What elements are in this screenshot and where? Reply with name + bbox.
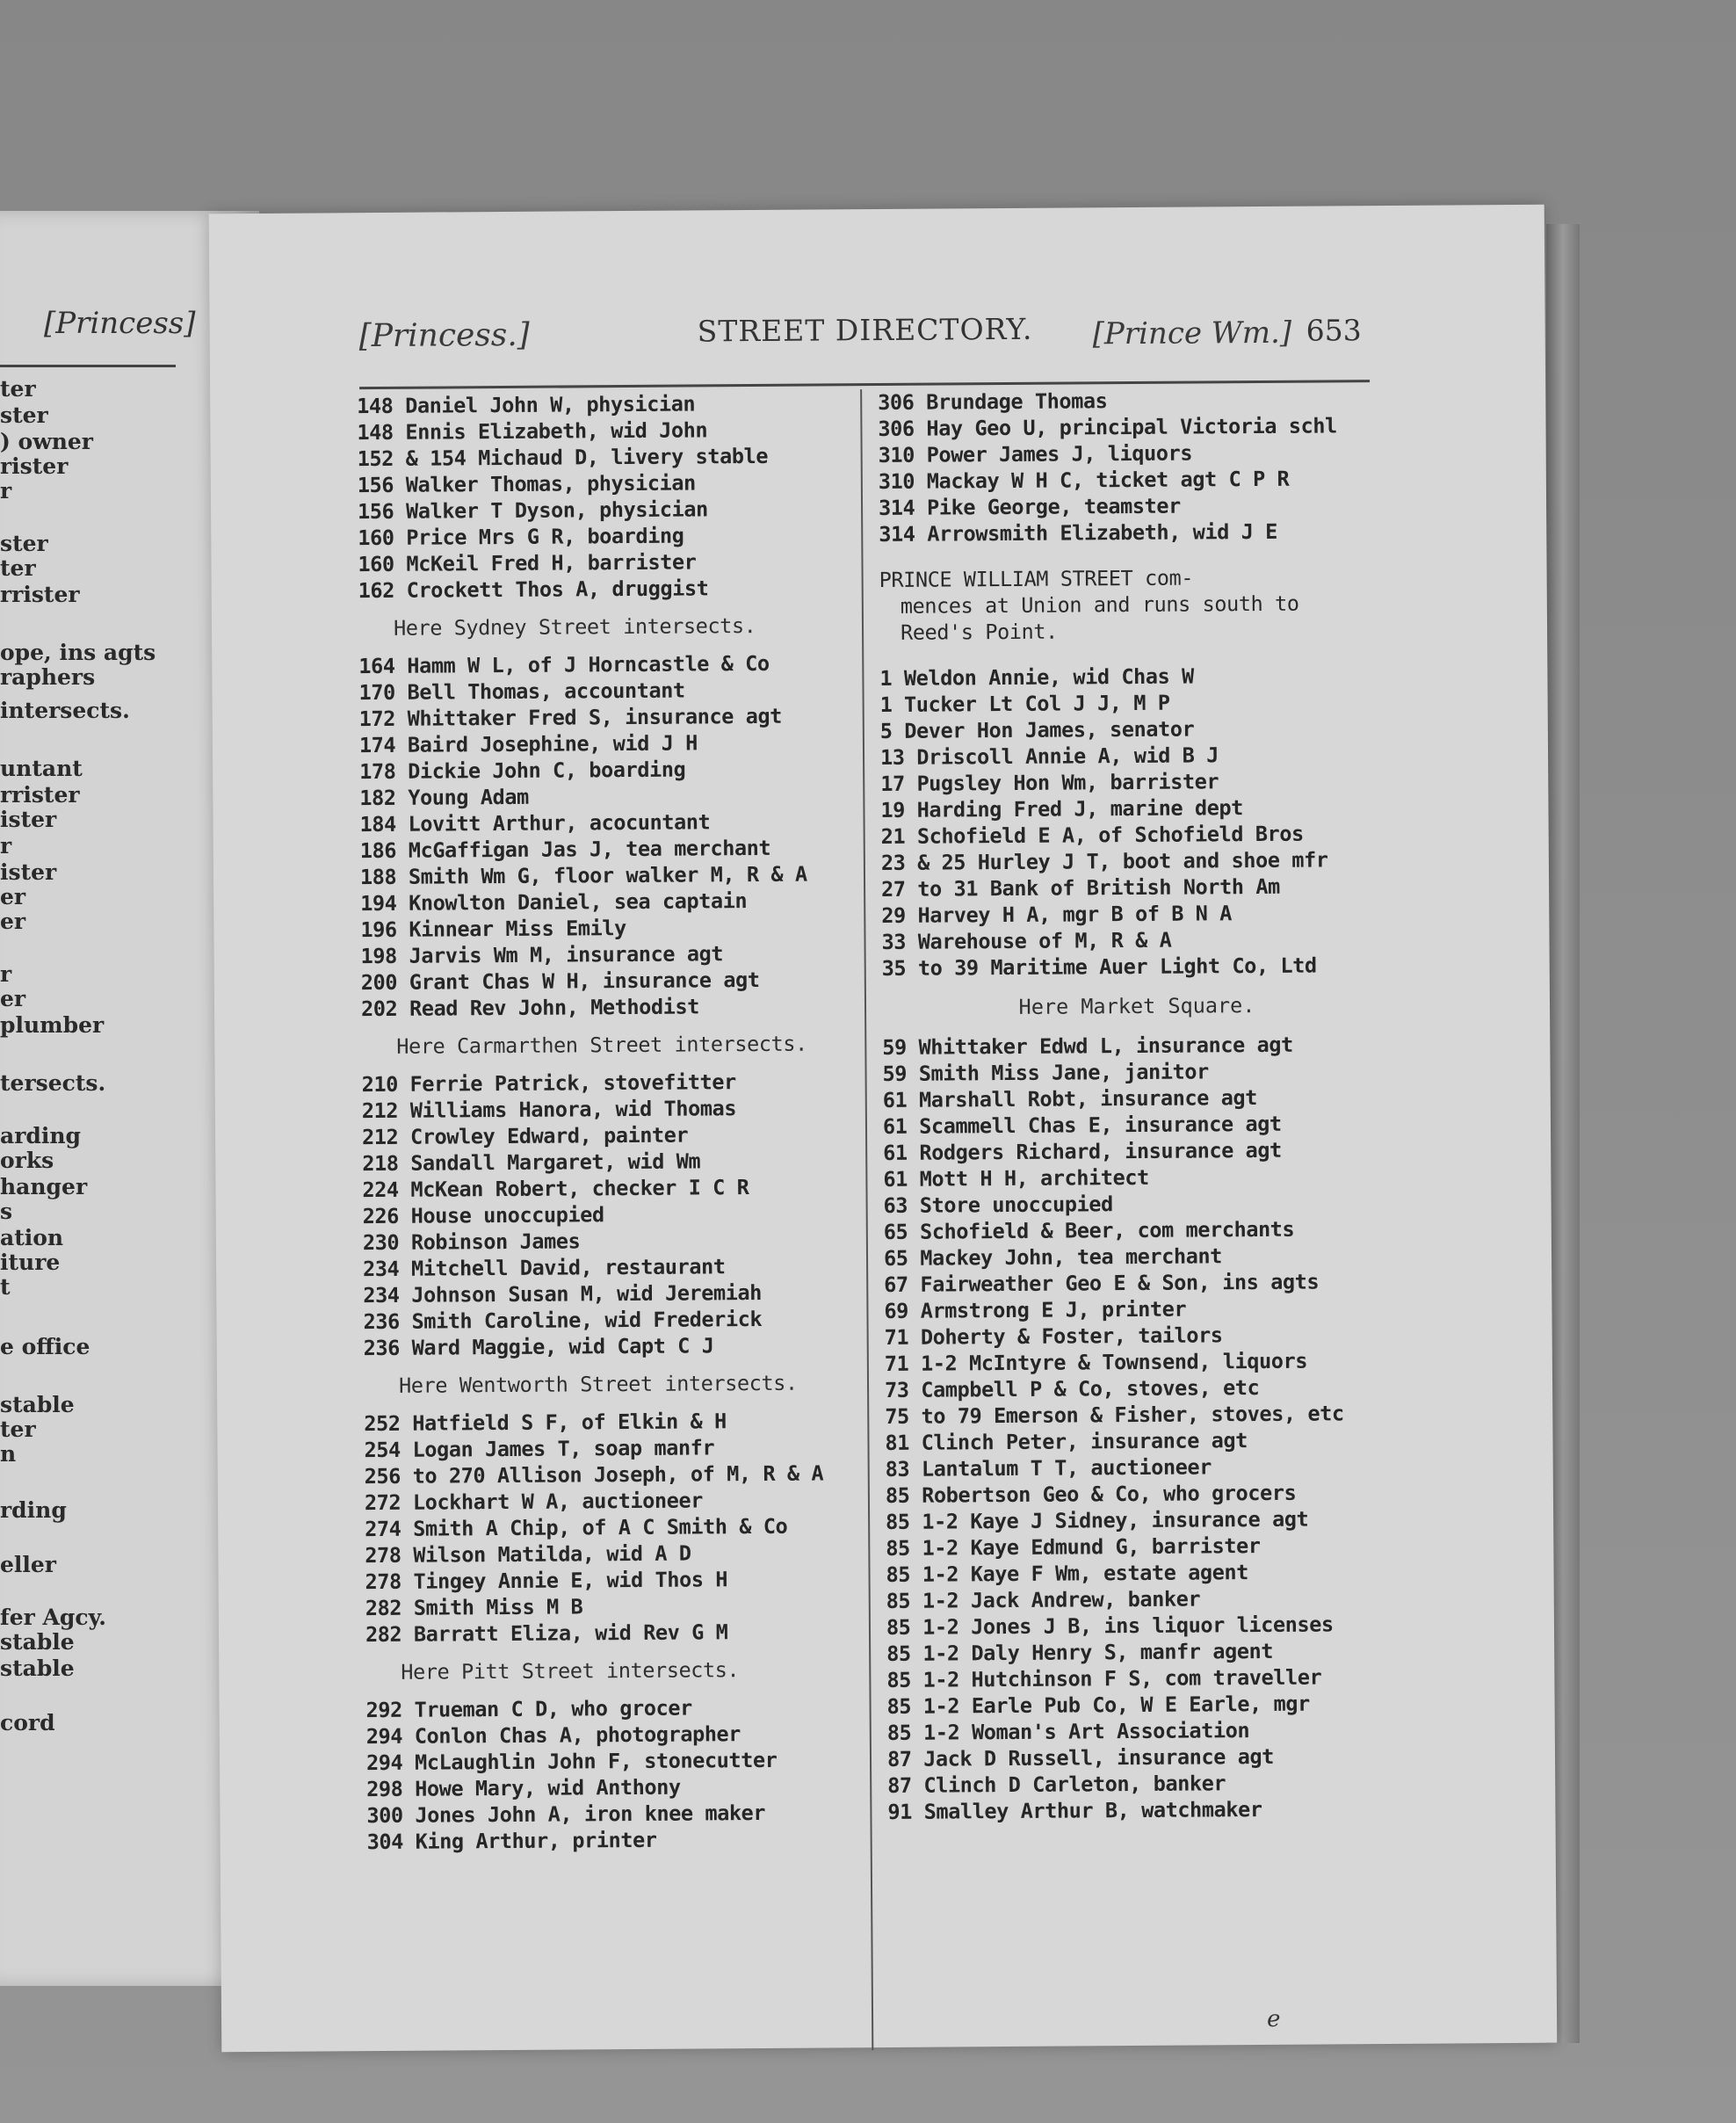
page-title: STREET DIRECTORY.	[697, 311, 1033, 349]
directory-entry: 234 Johnson Susan M, wid Jeremiah	[363, 1279, 763, 1308]
previous-page-fragment: stable	[0, 1656, 75, 1681]
directory-entry: 61 Marshall Robt, insurance agt	[882, 1085, 1258, 1113]
directory-entry: 236 Smith Caroline, wid Frederick	[363, 1306, 763, 1335]
directory-entry: 59 Smith Miss Jane, janitor	[882, 1059, 1209, 1087]
directory-entry: 252 Hatfield S F, of Elkin & H	[364, 1409, 727, 1437]
directory-entry: 304 King Arthur, printer	[366, 1827, 657, 1855]
directory-entry: 91 Smalley Arthur B, watchmaker	[887, 1797, 1262, 1824]
previous-page-fragment: rister	[0, 453, 69, 479]
previous-page-header: [Princess]	[44, 306, 196, 341]
directory-entry: 75 to 79 Emerson & Fisher, stoves, etc	[885, 1401, 1344, 1429]
street-heading-line: PRINCE WILLIAM STREET com-	[879, 565, 1194, 593]
previous-page-rule	[0, 365, 176, 367]
directory-entry: 73 Campbell P & Co, stoves, etc	[884, 1375, 1260, 1402]
directory-entry: 148 Daniel John W, physician	[357, 391, 696, 419]
directory-entry: 85 1-2 Jones J B, ins liquor licenses	[886, 1612, 1334, 1640]
directory-entry: 218 Sandall Margaret, wid Wm	[362, 1148, 701, 1177]
market-square-heading: Here Market Square.	[1018, 993, 1255, 1019]
previous-page-fragment: tersects.	[0, 1070, 106, 1096]
directory-entry: 17 Pugsley Hon Wm, barrister	[880, 769, 1219, 797]
directory-entry: 314 Pike George, teamster	[878, 493, 1181, 521]
directory-entry: 310 Power James J, liquors	[878, 440, 1193, 468]
directory-entry: 164 Hamm W L, of J Horncastle & Co	[358, 650, 770, 679]
directory-entry: 29 Harvey H A, mgr B of B N A	[881, 901, 1233, 929]
directory-entry: 19 Harding Fred J, marine dept	[880, 795, 1244, 823]
directory-entry: 274 Smith A Chip, of A C Smith & Co	[365, 1513, 788, 1542]
previous-page-fragment: ster	[0, 531, 48, 556]
directory-entry: 81 Clinch Peter, insurance agt	[885, 1428, 1248, 1455]
directory-entry: 85 1-2 Kaye F Wm, estate agent	[886, 1560, 1249, 1587]
directory-entry: 85 1-2 Hutchinson F S, com traveller	[886, 1664, 1322, 1692]
directory-entry: 226 House unoccupied	[362, 1202, 604, 1229]
previous-page-fragment: untant	[0, 756, 83, 781]
directory-entry: 196 Kinnear Miss Emily	[360, 916, 626, 943]
intersection-note: Here Pitt Street intersects.	[401, 1657, 740, 1685]
header-right-street: [Prince Wm.]	[1092, 315, 1292, 352]
previous-page-fragment: r	[0, 961, 12, 987]
directory-entry: 292 Trueman C D, who grocer	[365, 1695, 692, 1723]
directory-entry: 186 McGaffigan Jas J, tea merchant	[359, 835, 771, 864]
previous-page-fragment: plumber	[0, 1012, 105, 1038]
directory-entry: 282 Barratt Eliza, wid Rev G M	[365, 1619, 728, 1648]
previous-page-fragment: ter	[0, 376, 36, 402]
previous-page-fragment: ation	[0, 1225, 64, 1250]
directory-entry: 59 Whittaker Edwd L, insurance agt	[882, 1032, 1293, 1061]
previous-page-fragment: arding	[0, 1123, 82, 1148]
footer-signature-mark: e	[1266, 2005, 1281, 2032]
page-number: 653	[1306, 313, 1362, 348]
directory-entry: 85 1-2 Daly Henry S, manfr agent	[886, 1638, 1274, 1666]
intersection-note: Here Wentworth Street intersects.	[398, 1370, 798, 1398]
previous-page-fragment: er	[0, 986, 26, 1011]
directory-entry: 61 Scammell Chas E, insurance agt	[882, 1111, 1282, 1139]
previous-page-fragment: stable	[0, 1392, 75, 1417]
directory-entry: 212 Crowley Edward, painter	[361, 1122, 689, 1150]
directory-entry: 234 Mitchell David, restaurant	[363, 1254, 726, 1282]
directory-entry: 298 Howe Mary, wid Anthony	[366, 1774, 681, 1802]
right-column-mid-entries	[879, 662, 1391, 982]
directory-entry: 67 Fairweather Geo E & Son, ins agts	[884, 1269, 1320, 1297]
previous-page-fragment: iture	[0, 1250, 61, 1275]
directory-entry: 87 Jack D Russell, insurance agt	[886, 1743, 1275, 1772]
previous-page-fragment: eller	[0, 1552, 56, 1577]
directory-entry: 314 Arrowsmith Elizabeth, wid J E	[879, 518, 1278, 547]
directory-entry: 65 Mackey John, tea merchant	[883, 1243, 1223, 1271]
previous-page-fragment: ter	[0, 1417, 36, 1442]
directory-entry: 85 1-2 Jack Andrew, banker	[886, 1586, 1201, 1613]
directory-entry: 278 Wilson Matilda, wid A D	[365, 1540, 691, 1569]
left-column	[357, 389, 859, 1855]
right-column-top-entries	[878, 386, 1388, 547]
directory-entry: 21 Schofield E A, of Schofield Bros	[880, 821, 1304, 850]
directory-entry: 272 Lockhart W A, auctioneer	[364, 1488, 704, 1516]
directory-entry: 1 Tucker Lt Col J J, M P	[879, 690, 1170, 718]
directory-entry: 172 Whittaker Fred S, insurance agt	[358, 703, 783, 732]
directory-entry: 256 to 270 Allison Joseph, of M, R & A	[364, 1460, 824, 1489]
previous-page-fragment: orks	[0, 1148, 54, 1173]
previous-page-fragment: n	[0, 1441, 17, 1467]
directory-entry: 174 Baird Josephine, wid J H	[358, 730, 698, 758]
directory-entry: 85 1-2 Kaye Edmund G, barrister	[886, 1533, 1261, 1561]
previous-page-fragment: rrister	[0, 782, 80, 808]
previous-page-fragment: rding	[0, 1497, 67, 1523]
directory-entry: 61 Mott H H, architect	[883, 1164, 1149, 1192]
previous-page-fragment: intersects.	[0, 698, 130, 723]
directory-entry: 35 to 39 Maritime Auer Light Co, Ltd	[881, 953, 1317, 982]
previous-page-fragment: t	[0, 1274, 11, 1300]
directory-entry: 178 Dickie John C, boarding	[359, 757, 686, 785]
previous-page-fragment: ister	[0, 807, 57, 832]
previous-page-fragment: ) owner	[0, 429, 93, 454]
intersection-note: Here Carmarthen Street intersects.	[396, 1031, 807, 1059]
directory-entry: 198 Jarvis Wm M, insurance agt	[360, 941, 724, 969]
directory-entry: 156 Walker T Dyson, physician	[357, 496, 708, 525]
directory-entry: 282 Smith Miss M B	[365, 1594, 583, 1621]
previous-page-fragment: ter	[0, 555, 36, 581]
column-divider	[860, 389, 873, 2050]
previous-page-fragment: r	[0, 833, 12, 859]
street-heading	[879, 544, 1389, 665]
previous-page-fragment: er	[0, 909, 26, 934]
directory-entry: 236 Ward Maggie, wid Capt C J	[363, 1333, 714, 1361]
directory-entry: 85 Robertson Geo & Co, who grocers	[885, 1480, 1297, 1508]
directory-entry: 83 Lantalum T T, auctioneer	[885, 1454, 1212, 1482]
directory-entry: 306 Brundage Thomas	[878, 388, 1108, 416]
directory-entry: 310 Mackay W H C, ticket agt C P R	[878, 466, 1290, 495]
directory-entry: 184 Lovitt Arthur, acocuntant	[359, 809, 711, 837]
right-column-bottom-entries	[882, 1031, 1397, 1825]
directory-entry: 294 McLaughlin John F, stonecutter	[365, 1747, 778, 1776]
directory-entry: 152 & 154 Michaud D, livery stable	[357, 443, 769, 472]
previous-page-fragment: er	[0, 884, 26, 909]
directory-entry: 85 1-2 Kaye J Sidney, insurance agt	[886, 1506, 1309, 1534]
intersection-note: Here Sydney Street intersects.	[393, 612, 756, 641]
previous-page-fragment: fer Agcy.	[0, 1605, 106, 1630]
directory-entry: 87 Clinch D Carleton, banker	[887, 1771, 1226, 1798]
previous-page-fragment: e office	[0, 1334, 90, 1359]
directory-entry: 188 Smith Wm G, floor walker M, R & A	[359, 861, 807, 890]
directory-entry: 71 1-2 McIntyre & Townsend, liquors	[884, 1348, 1308, 1376]
directory-entry: 65 Schofield & Beer, com merchants	[883, 1216, 1295, 1244]
directory-entry: 200 Grant Chas W H, insurance agt	[360, 967, 760, 996]
directory-entry: 63 Store unoccupied	[883, 1192, 1113, 1218]
previous-page-fragment: ister	[0, 859, 57, 885]
directory-entry: 13 Driscoll Annie A, wid B J	[879, 743, 1219, 771]
previous-page-fragment: s	[0, 1199, 13, 1224]
directory-entry: 69 Armstrong E J, printer	[884, 1296, 1187, 1323]
header-left-street: [Princess.]	[358, 316, 530, 355]
directory-entry: 33 Warehouse of M, R & A	[881, 927, 1172, 955]
previous-page-fragment: raphers	[0, 664, 96, 690]
directory-entry: 85 1-2 Woman's Art Association	[886, 1718, 1250, 1745]
directory-entry: 71 Doherty & Foster, tailors	[884, 1322, 1223, 1350]
directory-entry: 1 Weldon Annie, wid Chas W	[879, 663, 1194, 692]
directory-entry: 5 Dever Hon James, senator	[879, 716, 1195, 744]
directory-entry: 202 Read Rev John, Methodist	[360, 994, 700, 1022]
directory-entry: 148 Ennis Elizabeth, wid John	[357, 417, 708, 446]
previous-page-fragment: cord	[0, 1710, 55, 1735]
directory-entry: 254 Logan James T, soap manfr	[364, 1435, 715, 1463]
directory-page	[209, 205, 1558, 2053]
previous-page-fragment: hanger	[0, 1174, 88, 1199]
directory-entry: 210 Ferrie Patrick, stovefitter	[361, 1069, 736, 1098]
directory-entry: 278 Tingey Annie E, wid Thos H	[365, 1567, 728, 1595]
directory-entry: 23 & 25 Hurley J T, boot and shoe mfr	[880, 847, 1328, 876]
street-heading-line: Reed's Point.	[900, 619, 1058, 645]
previous-page-fragment: stable	[0, 1629, 75, 1655]
previous-page-fragment: ope, ins agts	[0, 640, 156, 665]
directory-entry: 160 Price Mrs G R, boarding	[358, 523, 684, 551]
directory-entry: 306 Hay Geo U, principal Victoria schl	[878, 413, 1337, 442]
directory-entry: 170 Bell Thomas, accountant	[358, 677, 685, 706]
directory-entry: 224 McKean Robert, checker I C R	[362, 1175, 749, 1203]
previous-page-fragment: ster	[0, 402, 48, 428]
directory-entry: 294 Conlon Chas A, photographer	[365, 1721, 741, 1750]
directory-entry: 85 1-2 Earle Pub Co, W E Earle, mgr	[886, 1691, 1310, 1719]
directory-entry: 182 Young Adam	[359, 784, 529, 811]
directory-entry: 160 McKeil Fred H, barrister	[358, 549, 697, 577]
directory-entry: 230 Robinson James	[362, 1228, 581, 1256]
previous-page-fragment: r	[0, 478, 12, 504]
directory-entry: 27 to 31 Bank of British North Am	[881, 873, 1280, 902]
directory-entry: 194 Knowlton Daniel, sea captain	[360, 888, 748, 917]
directory-entry: 61 Rodgers Richard, insurance agt	[883, 1137, 1282, 1165]
directory-entry: 156 Walker Thomas, physician	[357, 470, 696, 498]
directory-entry: 162 Crockett Thos A, druggist	[358, 576, 709, 604]
previous-page-fragment: rrister	[0, 582, 80, 607]
directory-entry: 300 Jones John A, iron knee maker	[366, 1800, 766, 1829]
directory-entry: 212 Williams Hanora, wid Thomas	[361, 1096, 737, 1124]
street-heading-line: mences at Union and runs south to	[900, 591, 1299, 619]
right-column	[878, 386, 1397, 1825]
